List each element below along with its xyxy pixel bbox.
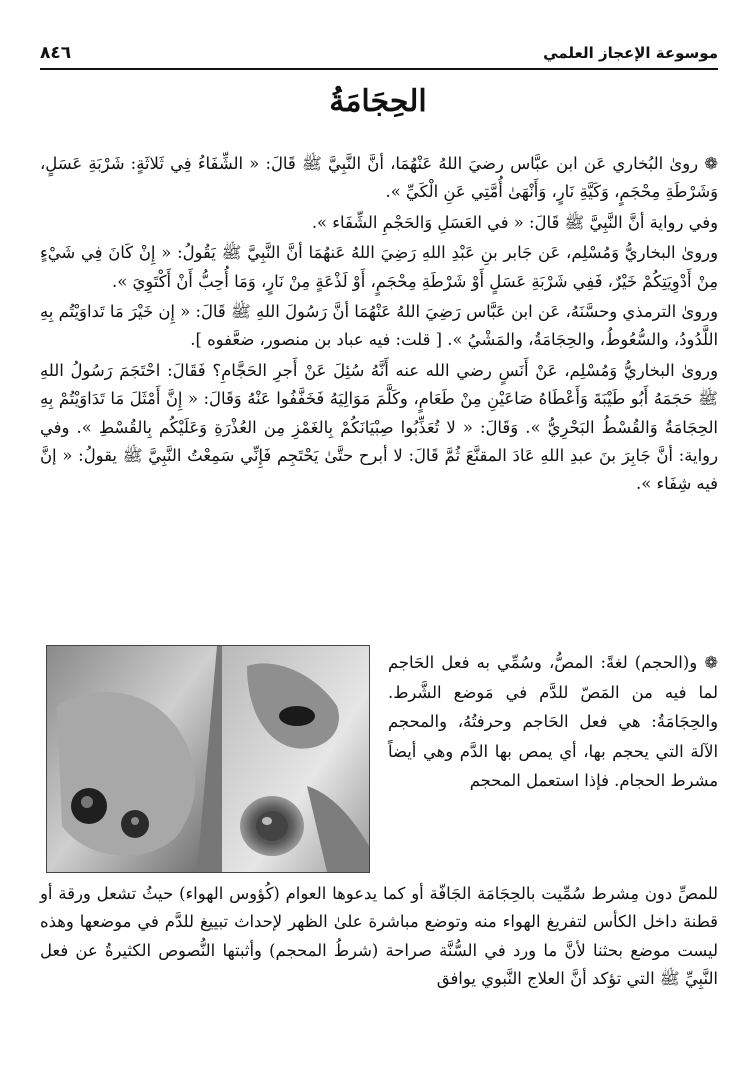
running-title: موسوعة الإعجاز العلمي bbox=[543, 44, 718, 62]
paragraph-anas-narration: وروىٰ البخاريُّ وَمُسْلِم، عَنْ أَنَسٍ رضي الله عنه أَنَّهُ سُئِلَ عَنْ أَجرِ الحَجَّامِ؟ فَقَالَ: احْتَجَمَ رَسُولُ اللهِ ﷺ حَجَمَهُ أَبُو طَيْبَةَ وَأَعْطَاهُ صَاعَيْنِ مِنْ طَعَامٍ، وكَلَّمَ مَوَالِيَهُ فَخَفَّفُوا عَنْهُ وَقَالَ: « إِنَّ أَمْثَلَ مَا تَدَاوَيْتُمْ بِهِ الحِجَامَةُ وَالقُسْطُ البَحْرِيُّ ». وَقَالَ: « لا تُعَذِّبُوا صِبْيَانَكُمْ بِالغَمْزِ مِن العُذْرَةِ وَعَلَيْكُم بِالقُسْطِ ». وفي رواية: أنَّ جَابِرَ بنَ عبدِ اللهِ عَادَ المقنَّعَ ثُمَّ قَالَ: لا أبرح حتَّىٰ يَحْتَجِم فَإِنِّي سَمِعْتُ النَّبِيَّ ﷺ يقولُ: « إنَّ فيه شِفَاء ». bbox=[40, 360, 718, 494]
page-header bbox=[40, 38, 718, 70]
side-paragraph: ❁ و(الحجم) لغةً: المصُّ، وسُمِّي به فعل الحَاجم لما فيه من المَصّ للدَّم في مَوضع الشَّرط. والحِجَامَةُ: هي فعل الحَاجم وحرفتُهُ، والمحجم الآلة التي يحجم بها، أي يمص بها الدَّم وهي أيضاً مشرط الحجام. فإذا استعمل المحجم bbox=[388, 653, 718, 791]
paragraph-jabir-narration: وروىٰ البخاريُّ وَمُسْلِم، عَن جَابر بنِ عَبْدِ اللهِ رَضِيَ اللهُ عَنهُمَا أنَّ النَّبِيَّ ﷺ يَقُولُ: « إِنْ كَانَ فِي شَيْءٍ مِنْ أَدْوِيَتِكُمْ خَيْرٌ، فَفِي شَرْبَةِ عَسَلٍ أَوْ شَرْطَةِ مِحْجَمٍ، أَوْ لَذْعَةٍ مِنْ نَارٍ، وَمَا أُحِبُّ أَنْ أَكْتَوِيَ ». bbox=[40, 243, 718, 291]
bottom-paragraph: للمصِّ دون مِشرط سُمِّيت بالحِجَامَة الجَافّة أو كما يدعوها العوام (كُؤوس الهواء) حيثُ تشعل ورقة أو قطنة داخل الكأس لتفريغ الهواء منه وتوضع مباشرة علىٰ الظهر لإحداث تبييغ للدَّم في موضعها وهذه ليست موضع بحثنا لأنَّ ما ورد في السُّنَّة صراحة (شرطُ المحجم) وأثبتها النُّصوص الكثيرةُ عن فعل النَّبِيِّ ﷺ التي تؤكد أنَّ العلاج النَّبوي يوافق bbox=[40, 884, 718, 989]
chapter-title: الحِجَامَةُ bbox=[329, 84, 427, 119]
hadith-block bbox=[40, 150, 718, 501]
page-number: ٨٤٦ bbox=[40, 43, 72, 63]
cupping-photo bbox=[46, 645, 370, 873]
paragraph-tirmidhi-narration: وروىٰ الترمذي وحسَّنَهُ، عَن ابن عَبَّاس رَضِيَ اللهُ عَنْهُمَا أنَّ رَسُولَ اللهِ ﷺ قَالَ: « إِن خَيْرَ مَا تَداوَيْتُم بِهِ اللَّدُودُ، والسُّعُوطُ، والحِجَامَةُ، والمَشْيُ ». [ قلت: فيه عباد بن منصور، ضعَّفوه ]. bbox=[40, 302, 718, 350]
paragraph-honey-cupping: وفي رواية أنَّ النَّبِيَّ ﷺ قَالَ: « في العَسَلِ وَالحَجْمِ الشِّفَاء ». bbox=[311, 212, 718, 232]
paragraph-bukhari-three-cures: ❁ روىٰ البُخاري عَن ابن عبَّاس رضيَ اللهُ عَنْهُمَا، أنَّ النَّبِيَّ ﷺ قَالَ: « الشِّفَاءُ فِي ثَلاثَةٍ: شَرْبَةِ عَسَلٍ، وَشَرْطَةِ مِحْجَمٍ، وَكَيَّةِ نَارٍ، وَأَنْهَىٰ أُمَّتِي عَنِ الْكَيِّ ». bbox=[40, 154, 718, 202]
